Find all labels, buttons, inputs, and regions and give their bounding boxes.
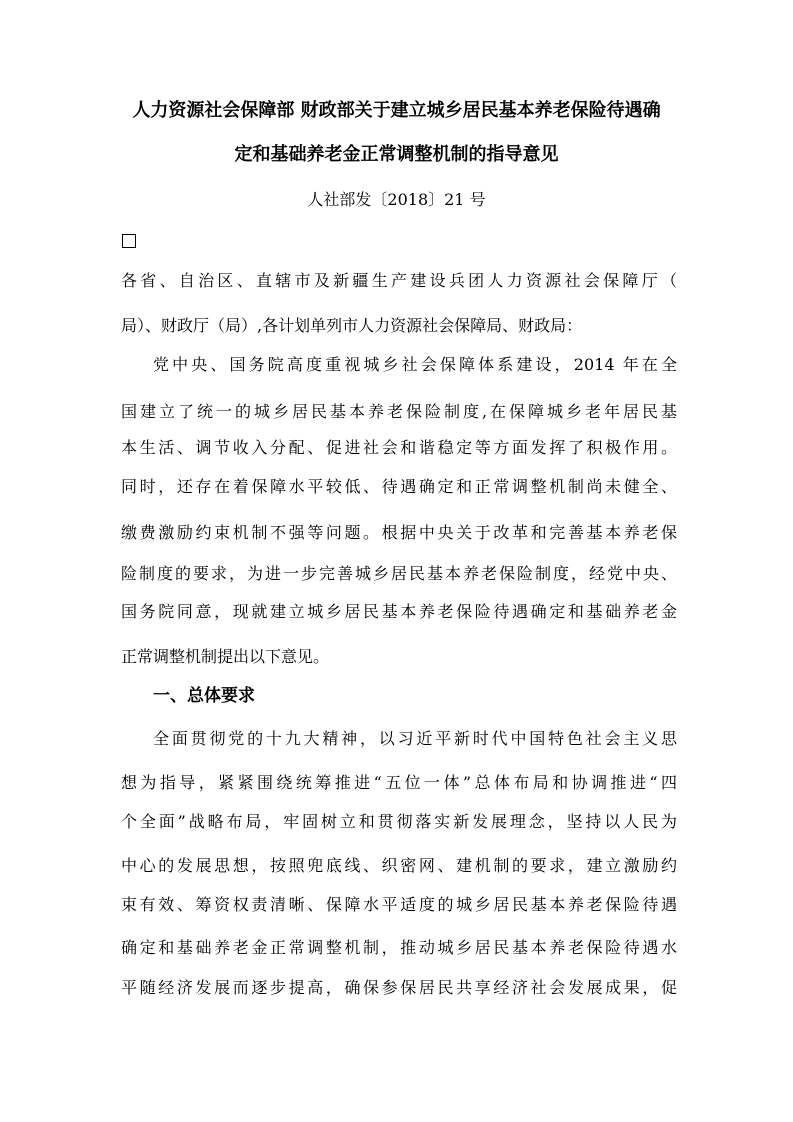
paragraph-line: 国建立了统一的城乡居民基本养老保险制度,在保障城乡老年居民基 <box>121 402 677 421</box>
addressee-line: 各省、自治区、直辖市及新疆生产建设兵团人力资源社会保障厅（ <box>121 271 677 290</box>
document-number: 人社部发〔2018〕21 号 <box>307 190 486 209</box>
paragraph-line: 束有效、筹资权责清晰、保障水平适度的城乡居民基本养老保险待遇 <box>121 895 677 914</box>
paragraph-line: 本生活、调节收入分配、促进社会和谐稳定等方面发挥了积极作用。 <box>121 438 677 457</box>
paragraph-line: 同时，还存在着保障水平较低、待遇确定和正常调整机制尚未健全、 <box>121 477 677 496</box>
paragraph-line: 国务院同意，现就建立城乡居民基本养老保险待遇确定和基础养老金 <box>121 602 677 621</box>
paragraph-line: 正常调整机制提出以下意见。 <box>121 647 330 666</box>
checkbox-placeholder-icon <box>122 234 136 248</box>
paragraph-line: 想为指导，紧紧围绕统筹推进“五位一体”总体布局和协调推进“四 <box>121 773 677 792</box>
section-heading: 一、总体要求 <box>153 686 255 706</box>
paragraph-line: 全面贯彻党的十九大精神，以习近平新时代中国特色社会主义思 <box>153 729 677 748</box>
paragraph-line: 个全面”战略布局，牢固树立和贯彻落实新发展理念，坚持以人民为 <box>121 812 677 831</box>
paragraph-line: 党中央、国务院高度重视城乡社会保障体系建设，2014 年在全 <box>153 355 677 374</box>
document-title-line-1: 人力资源社会保障部 财政部关于建立城乡居民基本养老保险待遇确 <box>132 100 661 121</box>
document-title-line-2: 定和基础养老金正常调整机制的指导意见 <box>234 144 559 165</box>
paragraph-line: 确定和基础养老金正常调整机制，推动城乡居民基本养老保险待遇水 <box>121 938 677 957</box>
paragraph-line: 平随经济发展而逐步提高，确保参保居民共享经济社会发展成果，促 <box>121 978 677 997</box>
paragraph-line: 险制度的要求，为进一步完善城乡居民基本养老保险制度，经党中央、 <box>121 564 677 583</box>
addressee-line: 局）、财政厅（局）,各计划单列市人力资源社会保障局、财政局： <box>121 316 583 335</box>
paragraph-line: 中心的发展思想，按照兜底线、织密网、建机制的要求，建立激励约 <box>121 856 677 875</box>
paragraph-line: 缴费激励约束机制不强等问题。根据中央关于改革和完善基本养老保 <box>121 523 677 542</box>
